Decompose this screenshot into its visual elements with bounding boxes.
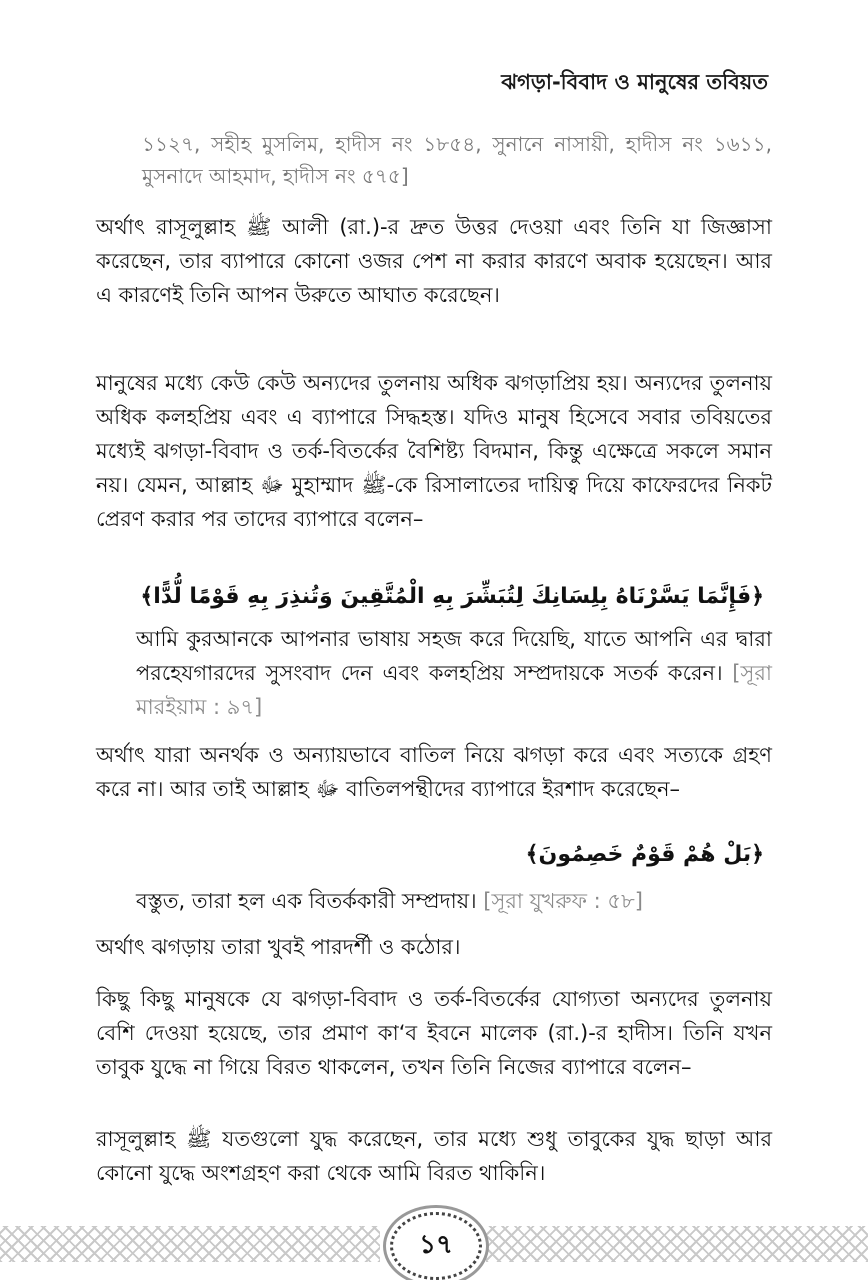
quran-verse-2: ﴿بَلْ هُمْ قَوْمٌ خَصِمُونَ﴾ xyxy=(525,842,764,867)
page-number: ১৭ xyxy=(419,1230,453,1260)
surah-reference: [সূরা মারইয়াম : ৯৭] xyxy=(136,661,772,719)
paragraph-3: অর্থাৎ যারা অনর্থক ও অন্যায়ভাবে বাতিল নিয়ে ঝগড়া করে এবং সত্যকে গ্রহণ করে না। আর তাই আল্লাহ ﷻ বাতিলপন্থীদের ব্যাপারে ইরশাদ করেছেন– xyxy=(96,743,772,801)
paragraph-6: রাসূলুল্লাহ ﷺ যতগুলো যুদ্ধ করেছেন, তার মধ্যে শুধু তাবুকের যুদ্ধ ছাড়া আর কোনো যুদ্ধে অংশগ্রহণ করা থেকে আমি বিরত থাকিনি। xyxy=(96,1127,772,1185)
page-footer xyxy=(0,1208,868,1276)
reference-continuation: ১১২৭, সহীহ মুসলিম, হাদীস নং ১৮৫৪, সুনানে নাসায়ী, হাদীস নং ১৬১১, মুসনাদে আহমাদ, হাদীস নং ৫৭৫] xyxy=(142,132,772,188)
verse-translation-1 xyxy=(136,622,772,724)
paragraph-2: মানুষের মধ্যে কেউ কেউ অন্যদের তুলনায় অধিক ঝগড়াপ্রিয় হয়। অন্যদের তুলনায় অধিক কলহপ্রিয় এবং এ ব্যাপারে সিদ্ধহস্ত। যদিও মানুষ হিসেবে সবার তবিয়তের মধ্যেই ঝগড়া-বিবাদ ও তর্ক-বিতর্কের বৈশিষ্ট্য বিদমান, কিন্তু এক্ষেত্রে সকলে সমান নয়। যেমন, আল্লাহ ﷻ মুহাম্মাদ ﷺ-কে রিসালাতের দায়িত্ব দিয়ে কাফেরদের নিকট প্রেরণ করার পর তাদের ব্যাপারে বলেন– xyxy=(96,371,772,531)
paragraph-4: অর্থাৎ ঝগড়ায় তারা খুবই পারদর্শী ও কঠোর। xyxy=(96,935,461,959)
page-number-badge xyxy=(390,1212,482,1280)
paragraph-5: কিছু কিছু মানুষকে যে ঝগড়া-বিবাদ ও তর্ক-বিতর্কের যোগ্যতা অন্যদের তুলনায় বেশি দেওয়া হয়েছে, তার প্রমাণ কা‘ব ইবনে মালেক (রা.)-র হাদীস। তিনি যখন তাবুক যুদ্ধে না গিয়ে বিরত থাকলেন, তখন তিনি নিজের ব্যাপারে বলেন– xyxy=(96,987,772,1079)
verse-translation-2 xyxy=(136,884,772,918)
surah-reference: [সূরা যুখরুফ : ৫৮] xyxy=(483,889,643,913)
running-header: ঝগড়া-বিবাদ ও মানুষের তবিয়ত xyxy=(501,70,768,94)
translation-text: আমি কুরআনকে আপনার ভাষায় সহজ করে দিয়েছি, যাতে আপনি এর দ্বারা পরহেযগারদের সুসংবাদ দেন এবং কলহপ্রিয় সম্প্রদায়কে সতর্ক করেন। xyxy=(136,627,772,685)
ornament-band-right xyxy=(486,1226,868,1262)
translation-text: বস্তুত, তারা হল এক বিতর্ককারী সম্প্রদায়। xyxy=(136,889,477,913)
paragraph-1: অর্থাৎ রাসূলুল্লাহ ﷺ আলী (রা.)-র দ্রুত উত্তর দেওয়া এবং তিনি যা জিজ্ঞাসা করেছেন, তার ব্যাপারে কোনো ওজর পেশ না করার কারণে অবাক হয়েছেন। আর এ কারণেই তিনি আপন উরুতে আঘাত করেছেন। xyxy=(96,215,772,307)
quran-verse-1: ﴿فَإِنَّمَا يَسَّرْنَاهُ بِلِسَانِكَ لِتُبَشِّرَ بِهِ الْمُتَّقِينَ وَتُنذِرَ بِهِ قَوْمًا لُّدًّا﴾ xyxy=(140,584,764,609)
ornament-band-left xyxy=(0,1226,380,1262)
